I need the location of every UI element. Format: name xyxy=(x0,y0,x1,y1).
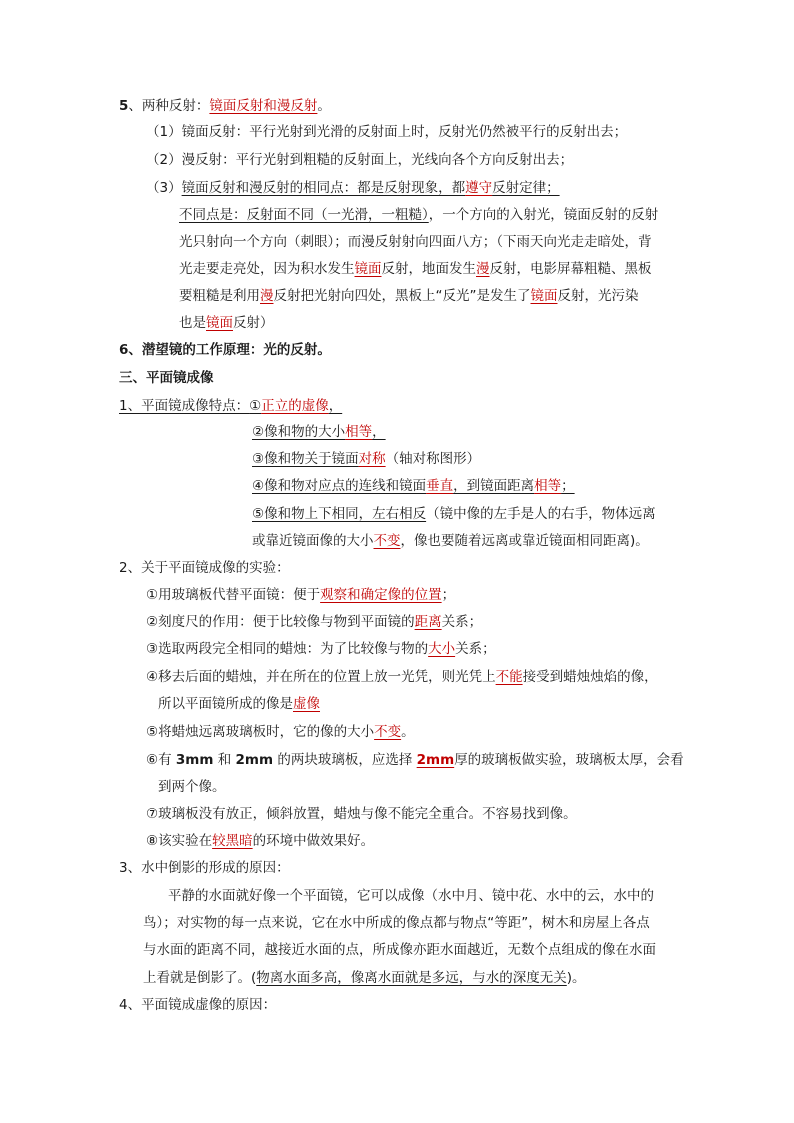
reflection-paragraph-line-4: 上看就是倒影了。(物离水面多高，像离水面就是多远，与水的深度无关)。 xyxy=(143,970,586,986)
feature-5-continued: 或靠近镜面像的大小不变，像也要随着远离或靠近镜面相同距离)。 xyxy=(252,533,649,549)
answer-text: 镜面反射和漫反射 xyxy=(209,98,318,114)
reflection-paragraph-line-3: 与水面的距离不同，越接近水面的点，所成像亦距水面越近，无数个点组成的像在水面 xyxy=(143,942,656,958)
answer-text: 对称 xyxy=(358,451,386,467)
experiment-item-6-continued: 到两个像。 xyxy=(158,779,226,795)
experiment-item-5: ⑤将蜡烛远离玻璃板时，它的像的大小不变。 xyxy=(146,724,415,740)
answer-text: 不变 xyxy=(374,724,402,740)
answer-text: 2mm xyxy=(416,752,455,768)
difference-line-1: 不同点是：反射面不同（一光滑，一粗糙），一个方向的入射光，镜面反射的反射 xyxy=(179,207,659,223)
feature-3: ③像和物关于镜面对称（轴对称图形） xyxy=(252,451,481,467)
reflection-paragraph-line-1: 平静的水面就好像一个平面镜，它可以成像（水中月、镜中花、水中的云，水中的 xyxy=(168,888,654,904)
answer-text: 不能 xyxy=(495,669,523,685)
experiment-item-1: ①用玻璃板代替平面镜：便于观察和确定像的位置； xyxy=(146,587,456,603)
answer-text: 镜面 xyxy=(530,288,558,304)
difference-line-5: 也是镜面反射） xyxy=(179,315,274,331)
answer-text: 漫 xyxy=(260,288,274,304)
section-5-heading: 5、两种反射：镜面反射和漫反射。 xyxy=(119,98,331,114)
experiment-item-7: ⑦玻璃板没有放正，倾斜放置，蜡烛与像不能完全重合。不容易找到像。 xyxy=(146,806,577,822)
answer-text: 虚像 xyxy=(293,696,320,712)
answer-text: 大小 xyxy=(428,641,456,657)
experiment-item-3: ③选取两段完全相同的蜡烛：为了比较像与物的大小关系； xyxy=(146,641,496,657)
experiment-item-2: ②刻度尺的作用：便于比较像与物到平面镜的距离关系； xyxy=(146,614,483,630)
answer-text: 距离 xyxy=(414,614,442,630)
point-3-similarity: （3）镜面反射和漫反射的相同点：都是反射现象，都遵守反射定律； xyxy=(146,180,560,196)
virtual-image-heading: 4、平面镜成虚像的原因： xyxy=(119,997,277,1013)
experiment-item-8: ⑧该实验在较黑暗的环境中做效果好。 xyxy=(146,833,375,849)
feature-5: ⑤像和物上下相同，左右相反（镜中像的左手是人的右手，物体远离 xyxy=(252,506,656,522)
experiment-item-6: ⑥有 3mm 和 2mm 的两块玻璃板，应选择 2mm厚的玻璃板做实验，玻璃板太厚，会看 xyxy=(146,752,684,768)
point-1-specular: （1）镜面反射：平行光射到光滑的反射面上时，反射光仍然被平行的反射出去； xyxy=(146,124,628,140)
chapter-3-heading: 三、平面镜成像 xyxy=(119,370,214,386)
difference-line-3: 光走要走亮处，因为积水发生镜面反射，地面发生漫反射，电影屏幕粗糙、黑板 xyxy=(179,261,652,277)
difference-line-4: 要粗糙是利用漫反射把光射向四处，黑板上“反光”是发生了镜面反射，光污染 xyxy=(179,288,639,304)
point-2-diffuse: （2）漫反射：平行光射到粗糙的反射面上，光线向各个方向反射出去； xyxy=(146,152,574,168)
section-number: 5 xyxy=(119,98,129,114)
answer-text: 镜面 xyxy=(206,315,233,331)
experiment-item-4-continued: 所以平面镜所成的像是虚像 xyxy=(158,696,320,712)
answer-text: 漫 xyxy=(476,261,490,277)
answer-text: 相等 xyxy=(345,424,373,440)
reflection-heading: 3、水中倒影的形成的原因： xyxy=(119,860,290,876)
experiment-heading: 2、关于平面镜成像的实验： xyxy=(119,560,290,576)
answer-text: 垂直 xyxy=(426,478,454,494)
answer-text: 不变 xyxy=(373,533,401,549)
answer-text: 镜面 xyxy=(354,261,382,277)
section-6-heading: 6、潜望镜的工作原理：光的反射。 xyxy=(119,342,331,358)
feature-4: ④像和物对应点的连线和镜面垂直，到镜面距离相等； xyxy=(252,478,575,494)
reflection-paragraph-line-2: 鸟）；对实物的每一点来说，它在水中所成的像点都与物点“等距”，树木和房屋上各点 xyxy=(143,915,650,931)
difference-line-2: 光只射向一个方向（刺眼）；而漫反射射向四面八方；（下雨天向光走走暗处，背 xyxy=(179,234,652,250)
answer-text: 观察和确定像的位置 xyxy=(320,587,442,603)
answer-text: 正立的虚像 xyxy=(261,398,329,414)
answer-text: 相等 xyxy=(534,478,562,494)
experiment-item-4: ④移去后面的蜡烛，并在所在的位置上放一光凭，则光凭上不能接受到蜡烛烛焰的像， xyxy=(146,669,658,685)
answer-text: 较黑暗 xyxy=(212,833,253,849)
feature-2: ②像和物的大小相等， xyxy=(252,424,386,440)
mirror-features-heading: 1、平面镜成像特点：①正立的虚像， xyxy=(119,398,343,414)
answer-text: 遵守 xyxy=(465,180,493,196)
